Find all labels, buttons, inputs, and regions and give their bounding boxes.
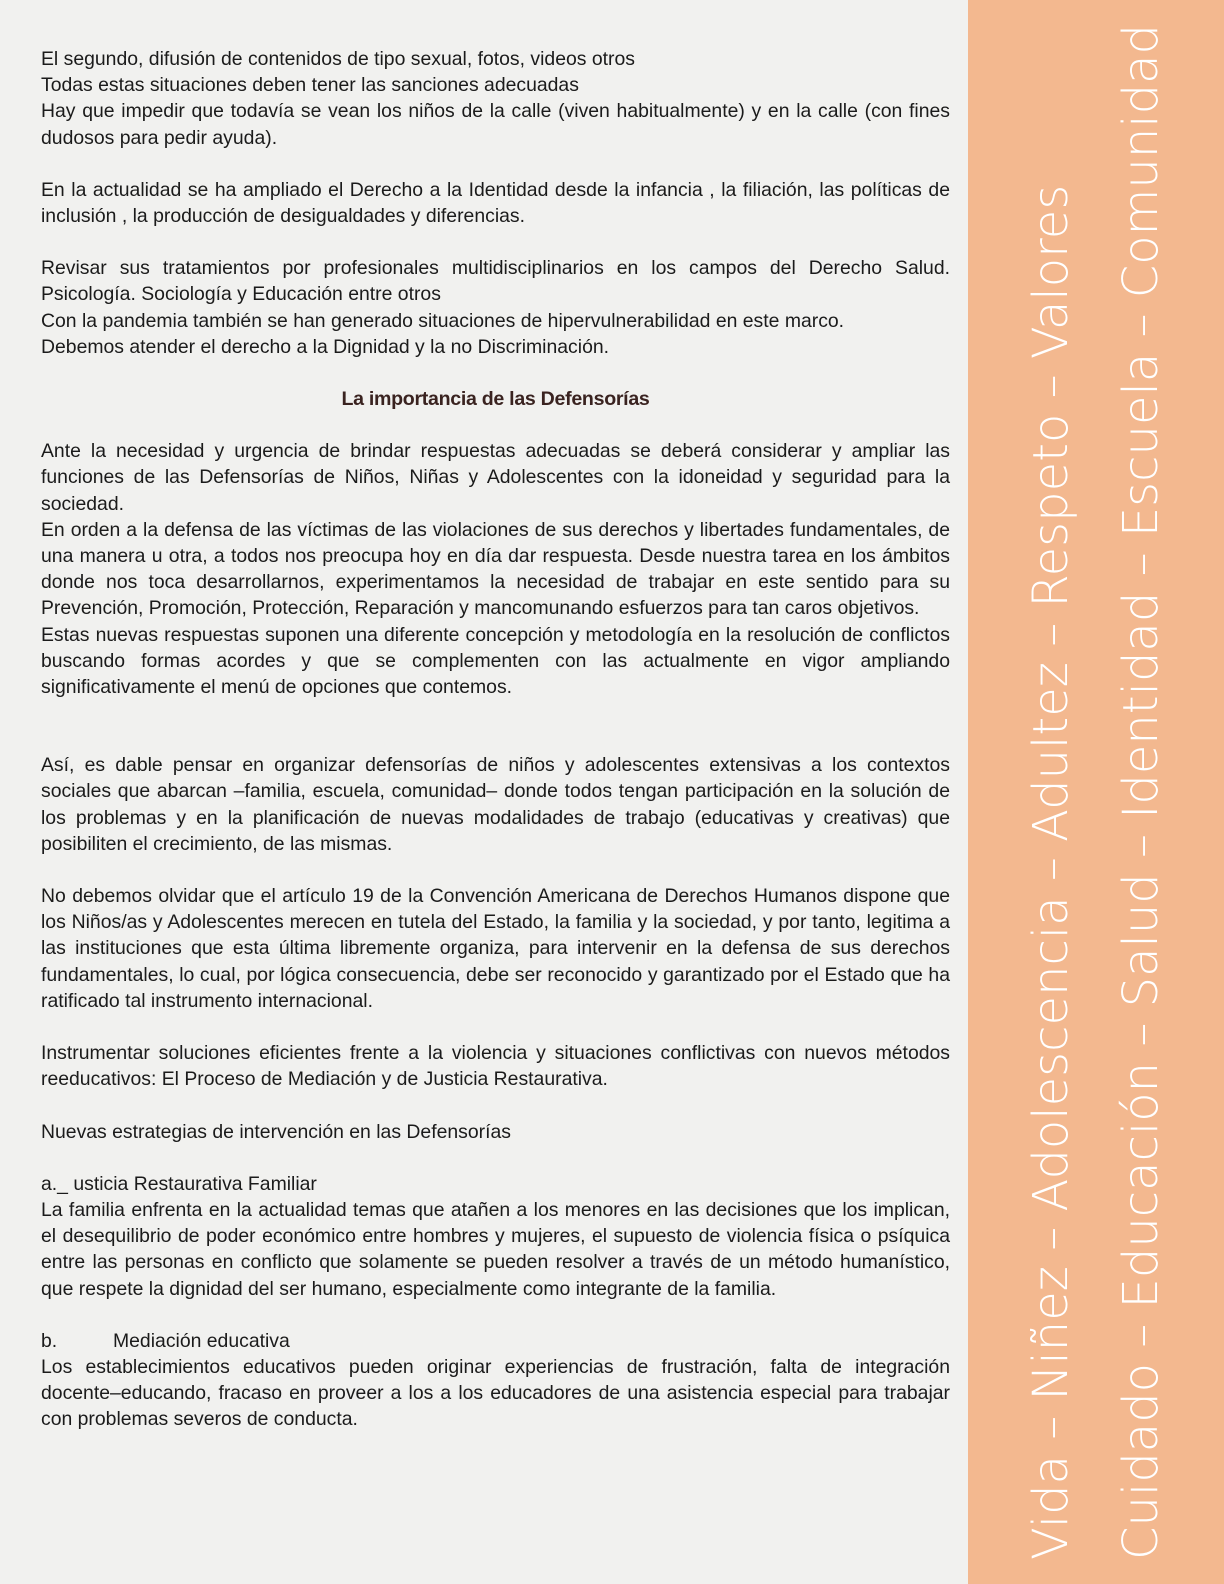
paragraph: La familia enfrenta en la actualidad temas que atañen a los menores en las decisiones que los implican, el desequilibrio de poder económico entre hombres y mujeres, el supuesto de violencia física o psíquica entre las personas en conflicto que solamente se pueden resolver a través de un método humanístico, que respete la dignidad del ser humano, especialmente como integrante de la familia.	[41, 1198, 950, 1300]
item-b-title	[41, 1328, 950, 1354]
section-heading: La importancia de las Defensorías	[341, 388, 650, 411]
subheading: Nuevas estrategias de intervención en las Defensorías	[41, 1120, 511, 1143]
paragraph: Así, es dable pensar en organizar defensorías de niños y adolescentes extensivas a los contextos sociales que abarcan –familia, escuela, comunidad– donde todos tengan participación en la solución de los problemas y en la planificación de nuevas modalidades de trabajo (educativas y creativas) que posibiliten el crecimiento, de las mismas.	[41, 754, 950, 855]
paragraph: Revisar sus tratamientos por profesionales multidisciplinarios en los campos del Derecho Salud. Psicología. Sociología y Educación entre otros	[41, 257, 950, 306]
paragraph: Ante la necesidad y urgencia de brindar respuestas adecuadas se deberá considerar y ampliar las funciones de las Defensorías de Niños, Niñas y Adolescentes con la idoneidad y seguridad para la sociedad.	[41, 440, 950, 515]
paragraph: Instrumentar soluciones eficientes frente a la violencia y situaciones conflictivas con nuevos métodos reeducativos: El Proceso de Mediación y de Justicia Restaurativa.	[41, 1042, 950, 1091]
paragraph: En orden a la defensa de las víctimas de las violaciones de sus derechos y libertades fundamentales, de una manera u otra, a todos nos preocupa hoy en día dar respuesta. Desde nuestra tarea en los ámbitos donde nos toca desarrollarnos, experimentamos la necesidad de trabajar en este sentido para su Prevención, Promoción, Protección, Reparación y mancomunando esfuerzos para tan caros objetivos.	[41, 518, 950, 620]
item-b-label: Mediación educativa	[113, 1329, 290, 1352]
item-a-title: a._ usticia Restaurativa Familiar	[41, 1172, 317, 1195]
paragraph: En la actualidad se ha ampliado el Derecho a la Identidad desde la infancia , la filiación, las políticas de inclusión , la producción de desigualdades y diferencias.	[41, 178, 950, 228]
paragraph: Los establecimientos educativos pueden originar experiencias de frustración, falta de integración docente–educando, fracaso en proveer a los a los educadores de una asistencia especial para trabajar con problemas severos de conducta.	[41, 1355, 950, 1431]
sidebar-keywords	[1006, 24, 1186, 1560]
item-b-letter: b.	[41, 1329, 58, 1352]
paragraph: El segundo, difusión de contenidos de tipo sexual, fotos, videos otros	[41, 48, 635, 70]
keywords-line-2: Cuidado – Educación – Salud – Identidad – Escuela – Comunidad	[1113, 24, 1169, 1560]
paragraph: Estas nuevas respuestas suponen una diferente concepción y metodología en la resolución de conflictos buscando formas acordes y que se complementen con las actualmente en vigor ampliando significativamente el menú de opciones que contemos.	[41, 623, 950, 699]
main-text	[41, 46, 950, 1433]
paragraph: Con la pandemia también se han generado situaciones de hipervulnerabilidad en este marco.	[41, 309, 845, 332]
keywords-line-1: Vida – Niñez – Adolescencia – Adultez – Respeto – Valores	[1023, 184, 1079, 1560]
paragraph: Todas estas situaciones deben tener las sanciones adecuadas	[41, 74, 579, 97]
paragraph: Hay que impedir que todavía se vean los niños de la calle (viven habitualmente) y en la calle (con fines dudosos para pedir ayuda).	[41, 100, 950, 149]
sidebar-band	[968, 0, 1224, 1584]
paragraph: No debemos olvidar que el artículo 19 de la Convención Americana de Derechos Humanos dispone que los Niños/as y Adolescentes merecen en tutela del Estado, la familia y la sociedad, y por tanto, legitima a las instituciones que esta última libremente organiza, para intervenir en la defensa de sus derechos fundamentales, lo cual, por lógica consecuencia, debe ser reconocido y garantizado por el Estado que ha ratificado tal instrumento internacional.	[41, 885, 950, 1012]
paragraph: Debemos atender el derecho a la Dignidad y la no Discriminación.	[41, 335, 610, 358]
